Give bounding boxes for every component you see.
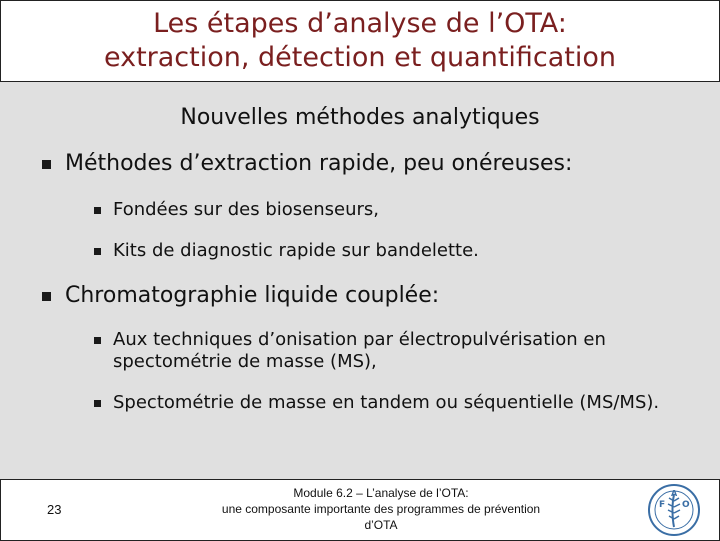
bullet-square-icon (94, 400, 101, 407)
page-number: 23 (47, 502, 62, 517)
bullet-square-icon (42, 292, 51, 301)
sub-bullet-text: Aux techniques d’onisation par électropulvérisation en spectométrie de masse (MS), (113, 329, 606, 372)
title-box (0, 0, 720, 82)
bullet-extraction (42, 150, 572, 178)
sub-bullet-test-strips (94, 240, 694, 262)
footer-caption (171, 485, 591, 533)
footer-line-2: une composante importante des programmes de prévention (221, 502, 541, 516)
bullet-square-icon (42, 160, 51, 169)
sub-bullet-biosensors (94, 199, 694, 221)
footer-line-1: Module 6.2 – L’analyse de l’OTA: (293, 486, 469, 500)
svg-text:O: O (682, 500, 690, 510)
footer (0, 479, 720, 541)
sub-bullet-text: Fondées sur des biosenseurs, (113, 199, 379, 220)
title-line-1: Les étapes d’analyse de l’OTA: (153, 8, 567, 39)
fao-logo-icon (645, 483, 703, 537)
bullet-text: Méthodes d’extraction rapide, peu onéreuses: (65, 151, 573, 176)
bullet-text: Chromatographie liquide couplée: (65, 283, 440, 308)
sub-bullet-text: Spectométrie de masse en tandem ou séquentielle (MS/MS). (113, 392, 660, 413)
svg-text:F: F (659, 500, 666, 510)
sub-bullet-tandem-ms (94, 392, 694, 414)
bullet-square-icon (94, 207, 101, 214)
svg-text:A: A (671, 489, 678, 498)
slide-subtitle: Nouvelles méthodes analytiques (180, 105, 540, 130)
footer-line-3: d’OTA (364, 518, 398, 532)
bullet-chromatography (42, 282, 439, 310)
sub-bullet-electrospray (94, 329, 694, 373)
bullet-square-icon (94, 337, 101, 344)
title-line-2: extraction, détection et quantification (103, 42, 617, 73)
slide-title (104, 7, 616, 75)
sub-bullet-text: Kits de diagnostic rapide sur bandelette. (113, 240, 479, 261)
bullet-square-icon (94, 248, 101, 255)
